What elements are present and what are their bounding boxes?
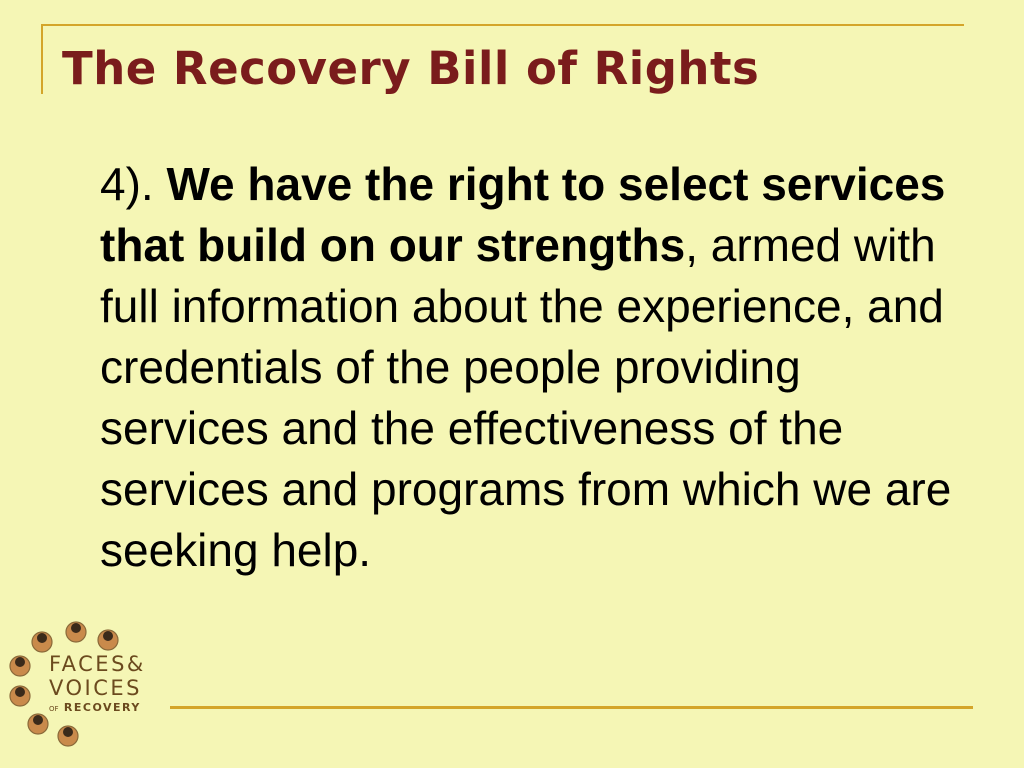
logo-word-of: OF <box>49 705 59 713</box>
left-rule <box>41 24 43 94</box>
bottom-rule <box>170 706 973 709</box>
logo-line-voices: VOICES <box>49 676 142 700</box>
slide-body <box>100 154 980 581</box>
faces-voices-logo <box>49 654 146 713</box>
logo-line-faces <box>49 654 146 675</box>
logo-ampersand: & <box>126 652 146 676</box>
logo-line-recovery <box>49 702 146 713</box>
body-rest-text: , armed with full information about the experience, and credentials of the people providing services and the effectiveness of the services and programs from which we are seeking help. <box>100 219 952 576</box>
emphasis-text: We have the right to select services that build on our strengths <box>100 158 946 271</box>
slide-title: The Recovery Bill of Rights <box>62 42 760 95</box>
item-number: 4). <box>100 158 154 210</box>
top-rule <box>41 24 964 26</box>
logo-word-faces: FACES <box>49 652 127 676</box>
logo-word-recovery: RECOVERY <box>63 701 141 714</box>
